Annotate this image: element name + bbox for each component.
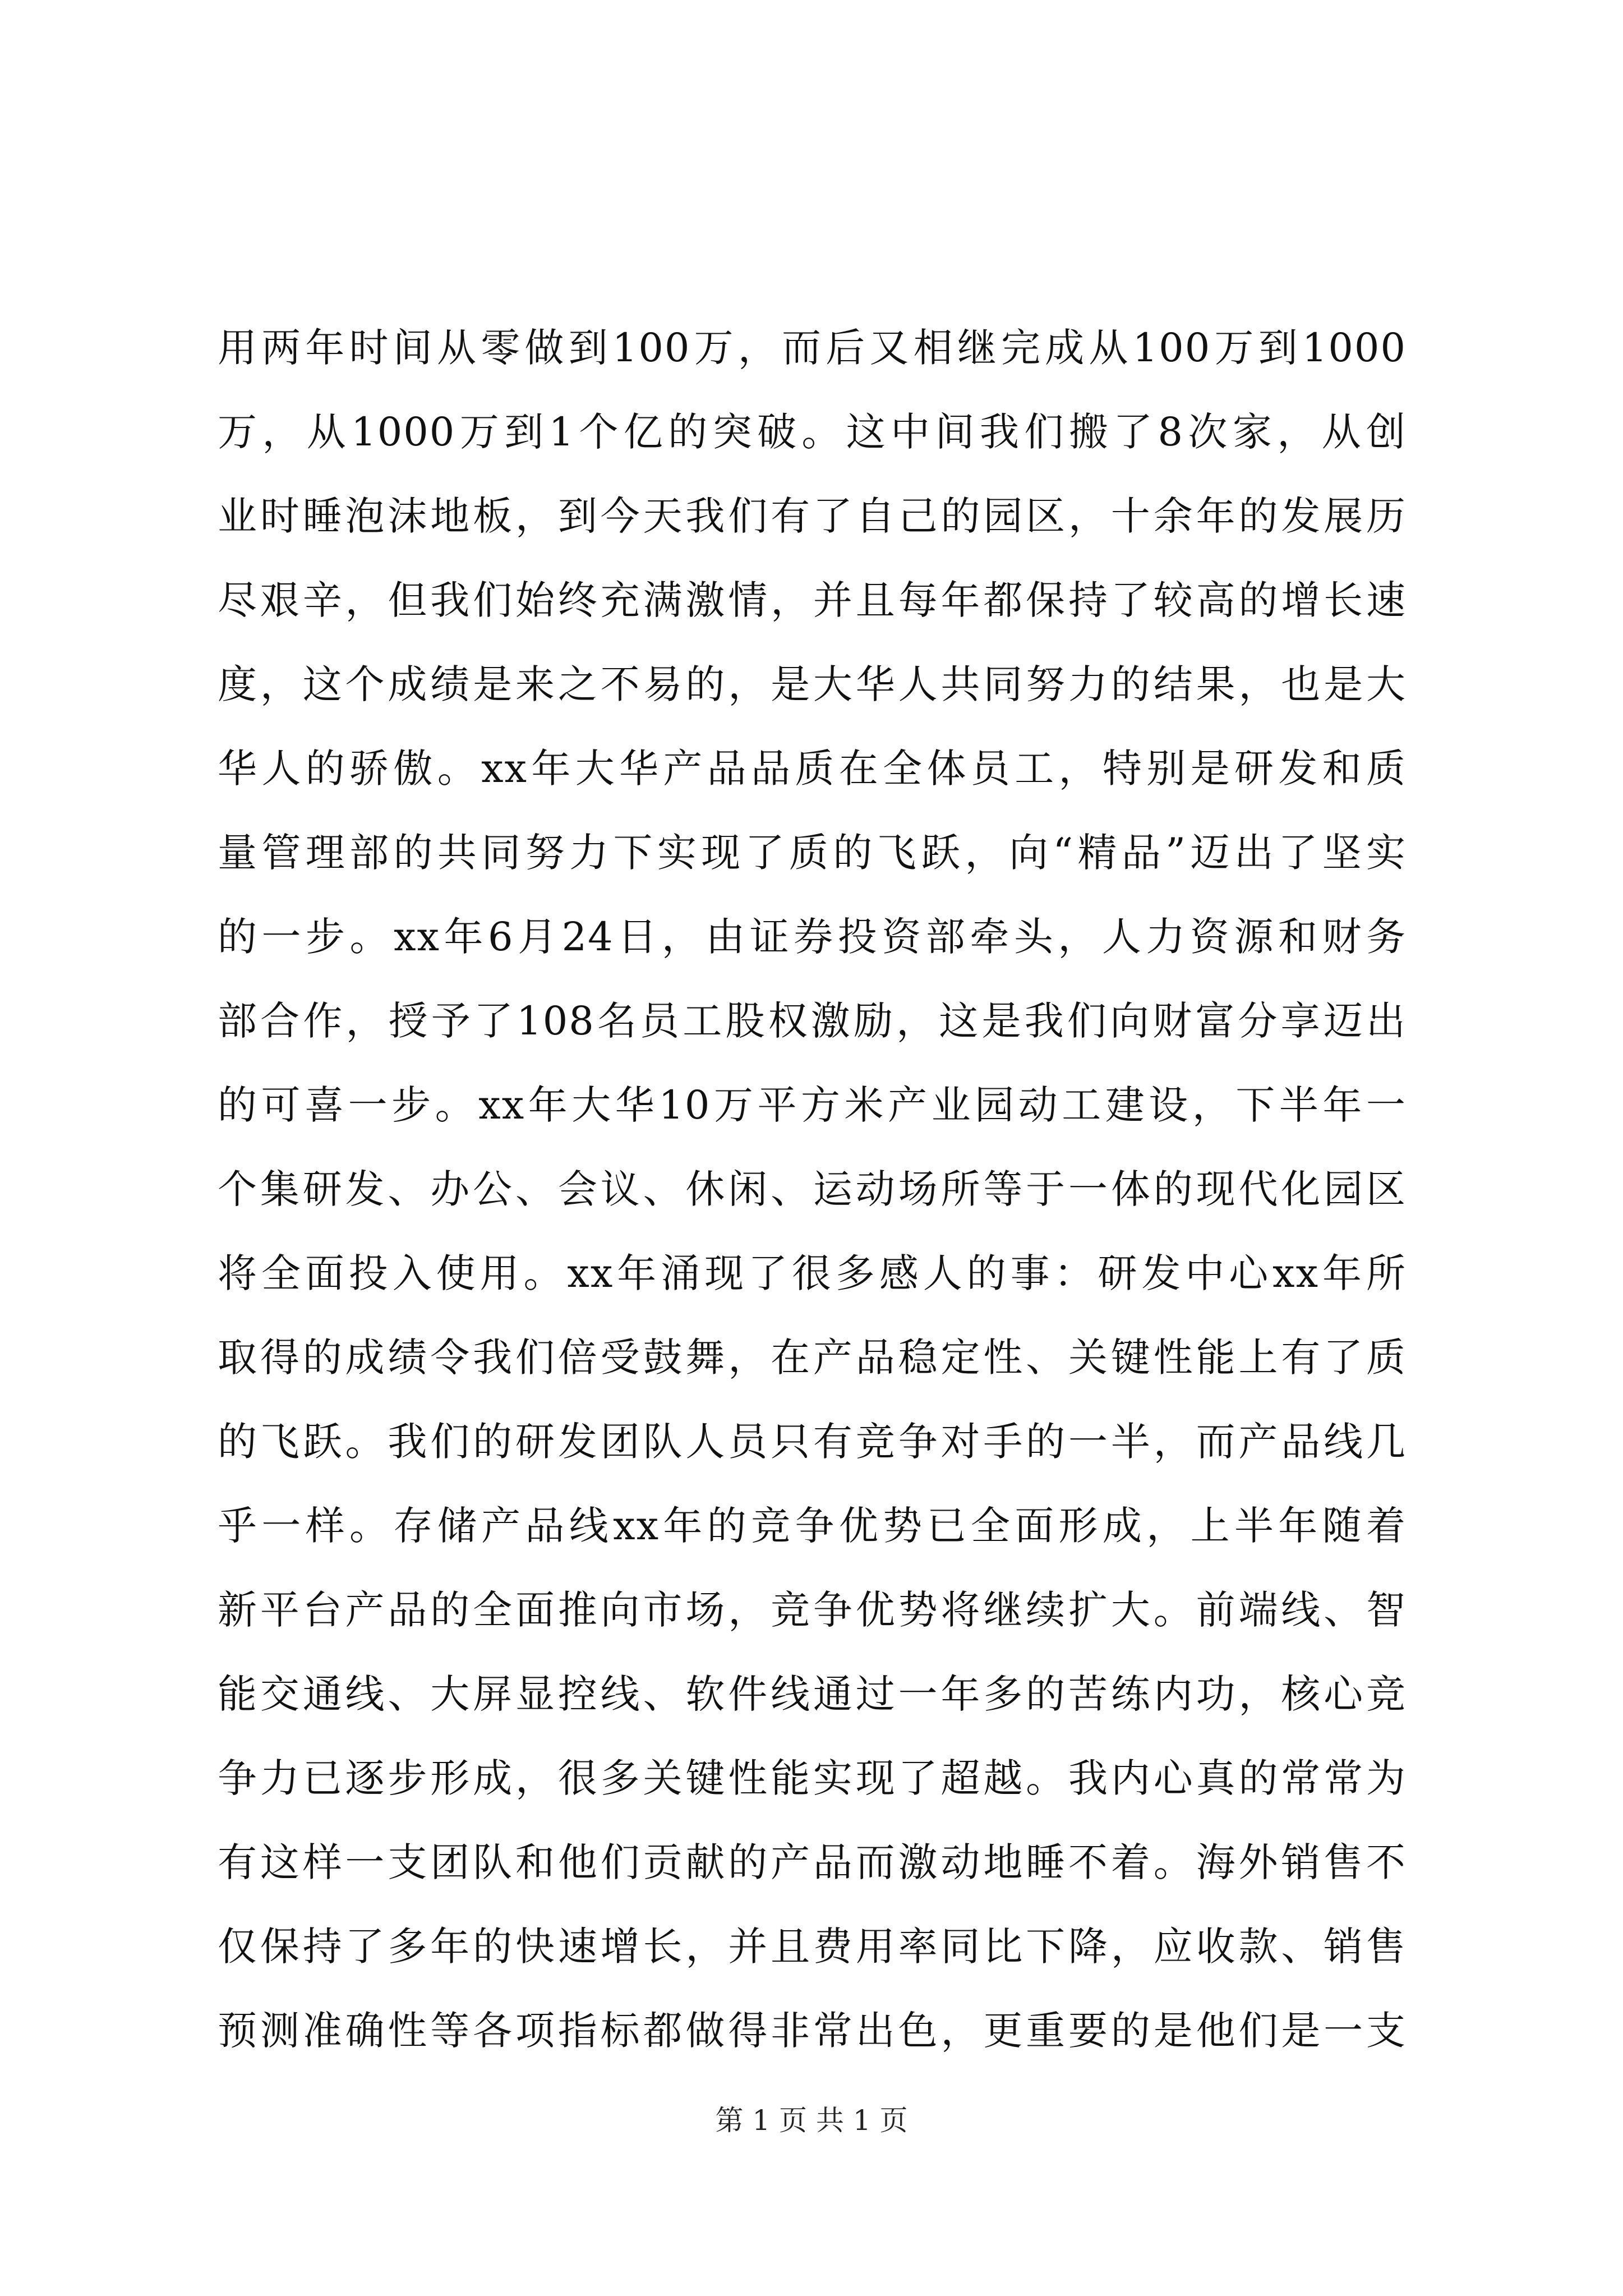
text-line: 将全面投入使用。xx年涌现了很多感人的事：研发中心xx年所	[218, 1250, 1407, 1296]
text-line: 业时睡泡沫地板，到今天我们有了自己的园区，十余年的发展历	[218, 493, 1407, 539]
text-line: 量管理部的共同努力下实现了质的飞跃，向“精品”迈出了坚实	[218, 830, 1407, 876]
document-body	[218, 306, 1407, 2073]
text-line: 的一步。xx年6月24日，由证券投资部牵头，人力资源和财务	[218, 914, 1407, 960]
text-line: 预测准确性等各项指标都做得非常出色，更重要的是他们是一支	[218, 2008, 1407, 2054]
page-number-footer: 第 1 页 共 1 页	[715, 2104, 908, 2137]
text-line: 华人的骄傲。xx年大华产品品质在全体员工，特别是研发和质	[218, 746, 1407, 792]
text-line: 取得的成绩令我们倍受鼓舞，在产品稳定性、关键性能上有了质	[218, 1335, 1407, 1381]
text-line: 个集研发、办公、会议、休闲、运动场所等于一体的现代化园区	[218, 1166, 1407, 1212]
text-line: 能交通线、大屏显控线、软件线通过一年多的苦练内功，核心竞	[218, 1671, 1407, 1717]
text-line: 尽艰辛，但我们始终充满激情，并且每年都保持了较高的增长速	[218, 577, 1407, 623]
text-line: 万，从1000万到1个亿的突破。这中间我们搬了8次家，从创	[218, 409, 1407, 455]
text-line: 用两年时间从零做到100万，而后又相继完成从100万到1000	[218, 325, 1407, 371]
text-line: 仅保持了多年的快速增长，并且费用率同比下降，应收款、销售	[218, 1924, 1407, 1970]
text-line: 乎一样。存储产品线xx年的竞争优势已全面形成，上半年随着	[218, 1503, 1407, 1549]
text-line: 部合作，授予了108名员工股权激励，这是我们向财富分享迈出	[218, 998, 1407, 1044]
text-line: 争力已逐步形成，很多关键性能实现了超越。我内心真的常常为	[218, 1755, 1407, 1801]
text-line: 的可喜一步。xx年大华10万平方米产业园动工建设，下半年一	[218, 1082, 1407, 1128]
text-line: 新平台产品的全面推向市场，竞争优势将继续扩大。前端线、智	[218, 1587, 1407, 1633]
text-line: 有这样一支团队和他们贡献的产品而激动地睡不着。海外销售不	[218, 1839, 1407, 1885]
text-line: 的飞跃。我们的研发团队人员只有竞争对手的一半，而产品线几	[218, 1419, 1407, 1465]
text-line: 度，这个成绩是来之不易的，是大华人共同努力的结果，也是大	[218, 661, 1407, 707]
